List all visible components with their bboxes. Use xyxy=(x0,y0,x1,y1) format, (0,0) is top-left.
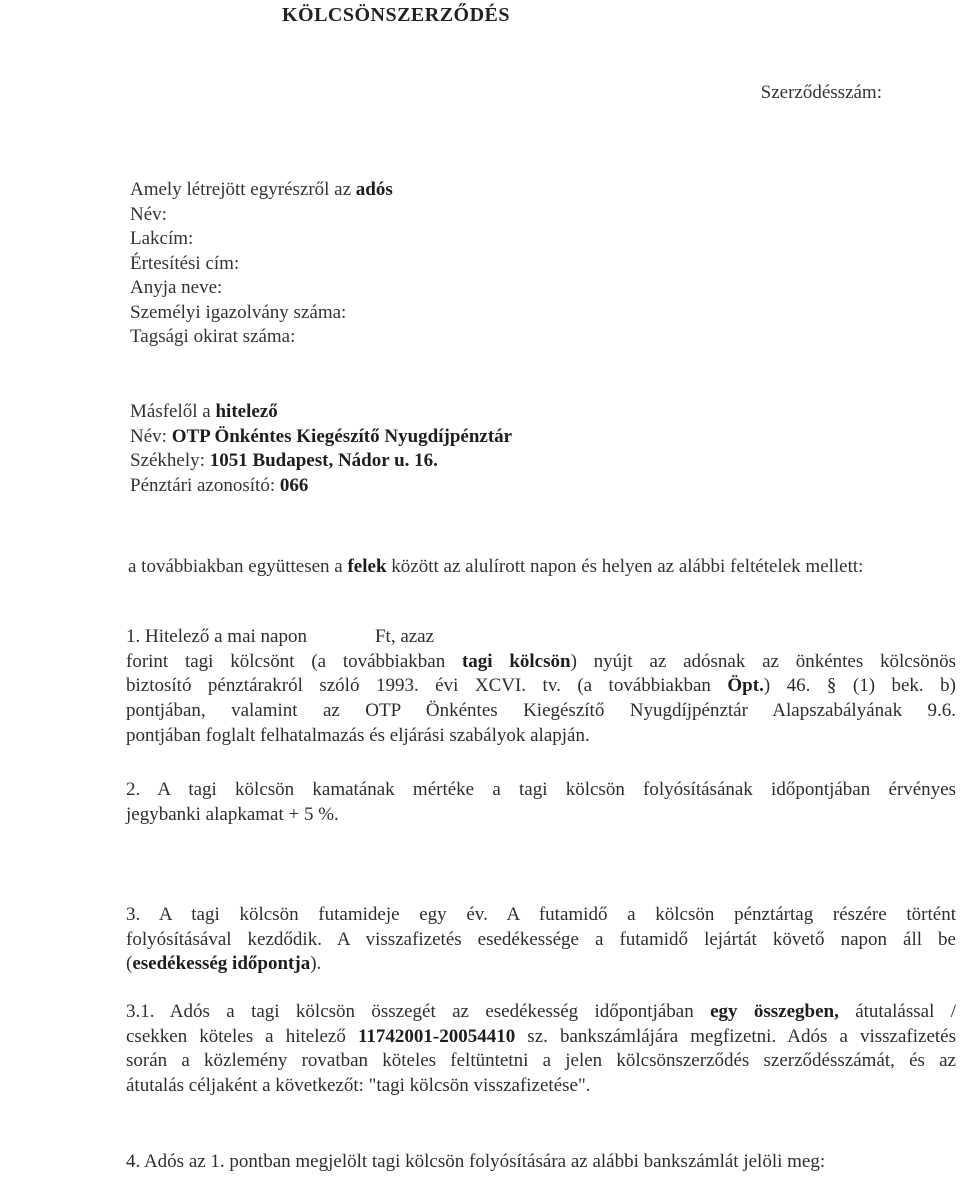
document-title: KÖLCSÖNSZERZŐDÉS xyxy=(281,4,511,26)
section-2 xyxy=(126,778,956,827)
section-3-1-line-4: átutalás céljaként a következőt: "tagi kölcsön visszafizetése". xyxy=(126,1075,591,1097)
debtor-notify-address-label: Értesítési cím: xyxy=(130,252,240,274)
debtor-id-number-label: Személyi igazolvány száma: xyxy=(130,301,347,323)
section-3-1-line-2: csekken köteles a hitelező 11742001-20054410 sz. bankszámlájára megfizetni. Adós a visszafizetés xyxy=(126,1025,956,1047)
section-3-1 xyxy=(126,1000,956,1099)
debtor-address-label: Lakcím: xyxy=(130,228,194,249)
section-1 xyxy=(126,625,956,749)
debtor-name-label: Név: xyxy=(130,203,167,225)
section-3-line-1: 3. A tagi kölcsön futamideje egy év. A futamidő a kölcsön pénztártag részére történt xyxy=(126,904,956,925)
creditor-block xyxy=(130,400,512,498)
debtor-intro: Amely létrejött egyrészről az adós xyxy=(130,179,393,200)
section-2-line-2: jegybanki alapkamat + 5 %. xyxy=(126,803,339,825)
section-1-line-3: biztosító pénztárakról szóló 1993. évi XCVI. tv. (a továbbiakban Öpt.) 46. § (1) bek. b) xyxy=(126,675,956,697)
section-1-line-2: forint tagi kölcsönt (a továbbiakban tagi kölcsön) nyújt az adósnak az önkéntes kölcsönös xyxy=(126,650,956,672)
section-3-line-2: folyósításával kezdődik. A visszafizetés esedékessége a futamidő lejártát követő napon áll be xyxy=(126,928,956,950)
section-1-line-1: 1. Hitelező a mai napon Ft, azaz xyxy=(126,626,435,647)
creditor-name: Név: OTP Önkéntes Kiegészítő Nyugdíjpénztár xyxy=(130,425,513,447)
section-3-line-3: (esedékesség időpontja). xyxy=(126,953,322,975)
section-4-line-1: 4. Adós az 1. pontban megjelölt tagi kölcsön folyósítására az alábbi bankszámlát jelöli meg: xyxy=(126,1151,826,1172)
creditor-seat: Székhely: 1051 Budapest, Nádor u. 16. xyxy=(130,450,438,471)
section-3 xyxy=(126,903,956,977)
creditor-intro: Másfelől a hitelező xyxy=(130,401,278,422)
section-3-1-line-1: 3.1. Adós a tagi kölcsön összegét az esedékesség időpontjában egy összegben, átutalással / xyxy=(126,1001,956,1022)
parties-line: a továbbiakban együttesen a felek között az alulírott napon és helyen az alábbi feltételek mellett: xyxy=(128,556,864,577)
creditor-fund-id: Pénztári azonosító: 066 xyxy=(130,474,309,496)
section-3-1-line-3: során a közlemény rovatban köteles feltüntetni a jelen kölcsönszerződés szerződésszámát, és az xyxy=(126,1050,956,1072)
section-2-line-1: 2. A tagi kölcsön kamatának mértéke a tagi kölcsön folyósításának időpontjában érvényes xyxy=(126,779,956,800)
section-1-line-5: pontjában foglalt felhatalmazás és eljárási szabályok alapján. xyxy=(126,724,590,746)
debtor-membership-doc-label: Tagsági okirat száma: xyxy=(130,326,296,347)
contract-number-label: Szerződésszám: xyxy=(760,82,882,103)
debtor-block xyxy=(130,178,393,350)
section-4 xyxy=(126,1150,956,1175)
section-1-line-4: pontjában, valamint az OTP Önkéntes Kiegészítő Nyugdíjpénztár Alapszabályának 9.6. xyxy=(126,700,956,722)
debtor-mother-name-label: Anyja neve: xyxy=(130,277,223,298)
